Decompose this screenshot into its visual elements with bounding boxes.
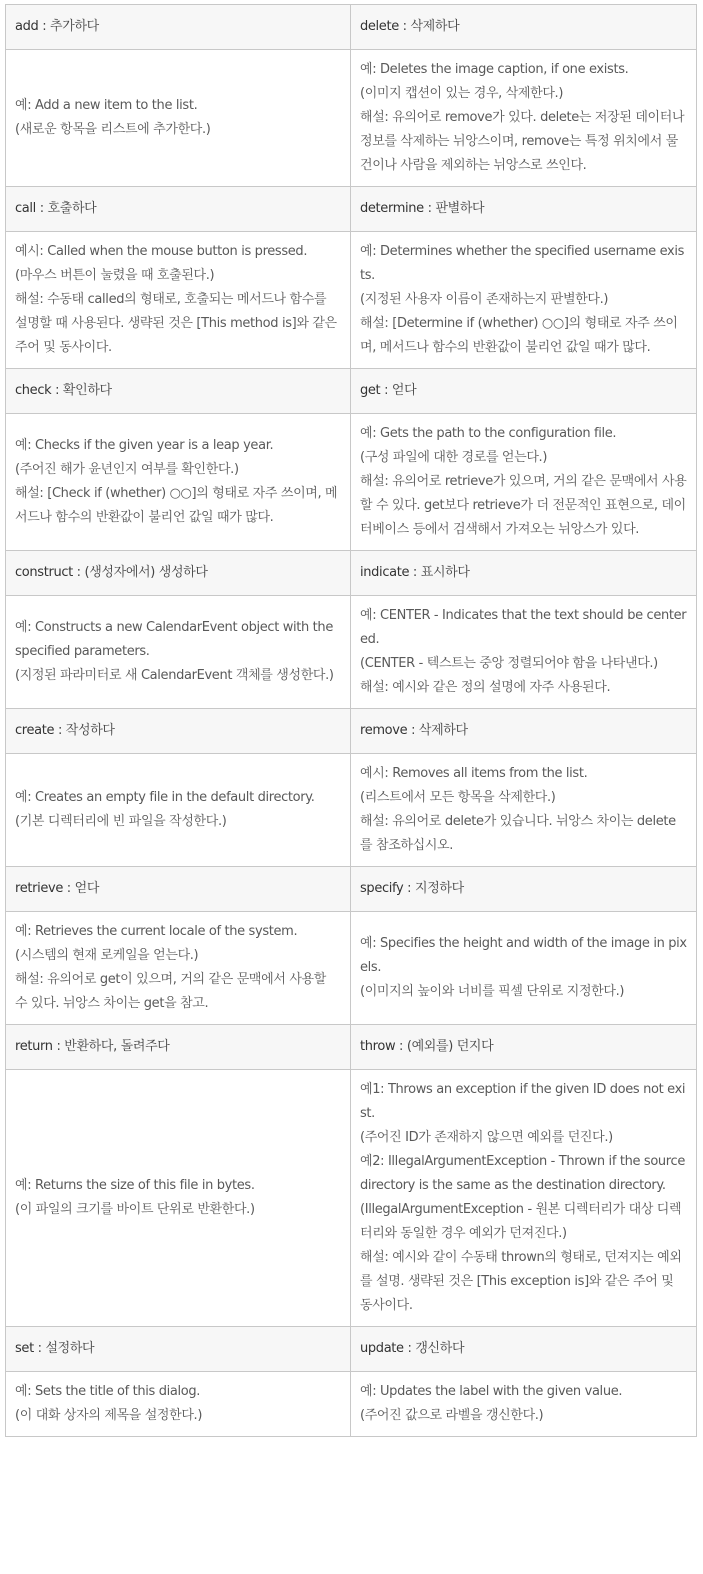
term-header-row [6, 187, 697, 232]
term-separator: : [52, 1039, 65, 1054]
example-line: 예: Determines whether the specified username exists. [360, 244, 685, 283]
term-header-cell [351, 369, 697, 414]
term-separator: : [407, 723, 419, 738]
term-header-row [6, 1327, 697, 1372]
term-header-cell [351, 1327, 697, 1372]
example-row [6, 1070, 697, 1327]
example-row [6, 1372, 697, 1437]
term-header-cell [6, 369, 351, 414]
example-line: (이 대화 상자의 제목을 설정한다.) [15, 1408, 203, 1423]
example-cell [6, 50, 351, 187]
example-row [6, 232, 697, 369]
term-meaning: 설정하다 [45, 1341, 95, 1356]
term-header-row [6, 709, 697, 754]
example-line: (구성 파일에 대한 경로를 얻는다.) [360, 450, 548, 465]
term-header-row [6, 5, 697, 50]
term-separator: : [33, 1341, 46, 1356]
example-row [6, 754, 697, 867]
term-separator: : [38, 19, 51, 34]
term-separator: : [398, 19, 411, 34]
term-separator: : [54, 723, 66, 738]
term-word: construct [15, 565, 73, 580]
term-meaning: 지정하다 [414, 881, 464, 896]
example-line: 해설: 수동태 called의 형태로, 호출되는 메서드나 함수를 설명할 때 사용된다. 생략된 것은 [This method is]와 같은 주어 및 동사이다. [15, 292, 337, 355]
example-cell [6, 1070, 351, 1327]
term-separator: : [423, 201, 436, 216]
term-header-cell [6, 1327, 351, 1372]
example-line: 예: Deletes the image caption, if one exists. [360, 62, 629, 77]
example-cell [351, 912, 697, 1025]
term-meaning: 표시하다 [420, 565, 470, 580]
term-header-cell [351, 187, 697, 232]
term-header-cell [351, 5, 697, 50]
term-header-cell [351, 867, 697, 912]
example-cell [351, 1372, 697, 1437]
term-header-cell [351, 709, 697, 754]
example-cell [6, 754, 351, 867]
example-line: 해설: 예시와 같이 수동태 thrown의 형태로, 던져지는 예외를 설명. 생략된 것은 [This exception is]와 같은 주어 및 동사이다. [360, 1250, 682, 1313]
term-word: call [15, 201, 36, 216]
term-word: return [15, 1039, 53, 1054]
term-word: indicate [360, 565, 410, 580]
example-line: (시스템의 현재 로케일을 얻는다.) [15, 948, 199, 963]
term-meaning: 작성하다 [65, 723, 115, 738]
example-line: 예1: Throws an exception if the given ID does not exist. [360, 1082, 686, 1121]
example-line: 예: Updates the label with the given value. [360, 1384, 623, 1399]
term-header-cell [6, 709, 351, 754]
example-line: (마우스 버튼이 눌렸을 때 호출된다.) [15, 268, 215, 283]
term-word: remove [360, 723, 408, 738]
term-meaning: 삭제하다 [418, 723, 468, 738]
example-cell [351, 50, 697, 187]
term-meaning: 판별하다 [435, 201, 485, 216]
term-separator: : [403, 1341, 416, 1356]
example-line: 예: Sets the title of this dialog. [15, 1384, 201, 1399]
example-line: 예시: Called when the mouse button is pressed. [15, 244, 308, 259]
term-header-row [6, 867, 697, 912]
example-line: 예: Checks if the given year is a leap year. [15, 438, 274, 453]
term-meaning: (예외를) 던지다 [406, 1039, 494, 1054]
term-header-row [6, 551, 697, 596]
example-cell [6, 1372, 351, 1437]
term-word: delete [360, 19, 399, 34]
example-line: 예: Retrieves the current locale of the system. [15, 924, 298, 939]
example-line: 해설: 유의어로 get이 있으며, 거의 같은 문맥에서 사용할 수 있다. 뉘앙스 차이는 get을 참고. [15, 972, 326, 1011]
example-line: (주어진 ID가 존재하지 않으면 예외를 던진다.) [360, 1130, 613, 1145]
term-separator: : [63, 881, 75, 896]
example-cell [6, 912, 351, 1025]
example-line: 예: CENTER - Indicates that the text should be centered. [360, 608, 687, 647]
example-line: 해설: 예시와 같은 정의 설명에 자주 사용된다. [360, 680, 611, 695]
term-meaning: 삭제하다 [410, 19, 460, 34]
example-cell [351, 232, 697, 369]
example-line: 해설: [Check if (whether) ○○]의 형태로 자주 쓰이며, 메서드나 함수의 반환값이 불리언 값일 때가 많다. [15, 486, 338, 525]
example-cell [351, 754, 697, 867]
example-row [6, 414, 697, 551]
term-header-cell [6, 187, 351, 232]
example-line: (지정된 사용자 이름이 존재하는지 판별한다.) [360, 292, 609, 307]
example-line: (이미지 캡션이 있는 경우, 삭제한다.) [360, 86, 564, 101]
term-word: add [15, 19, 39, 34]
example-row [6, 912, 697, 1025]
term-meaning: 추가하다 [50, 19, 99, 34]
term-separator: : [409, 565, 421, 580]
example-line: (새로운 항목을 리스트에 추가한다.) [15, 122, 211, 137]
example-line: 해설: [Determine if (whether) ○○]의 형태로 자주 쓰이며, 메서드나 함수의 반환값이 불리언 값일 때가 많다. [360, 316, 678, 355]
example-line: 해설: 유의어로 remove가 있다. delete는 저장된 데이터나 정보를 삭제하는 뉘앙스이며, remove는 특정 위치에서 물건이나 사람을 제외하는 뉘앙스로 쓰인다. [360, 110, 685, 173]
example-line: 해설: 유의어로 retrieve가 있으며, 거의 같은 문맥에서 사용할 수 있다. get보다 retrieve가 더 전문적인 표현으로, 데이터베이스 등에서 검색해서 가져오는 뉘앙스가 있다. [360, 474, 687, 537]
example-cell [6, 232, 351, 369]
term-meaning: 얻다 [391, 383, 417, 398]
vocabulary-table [5, 4, 697, 1437]
example-row [6, 50, 697, 187]
term-word: update [360, 1341, 404, 1356]
example-line: 예: Specifies the height and width of the image in pixels. [360, 936, 687, 975]
term-header-row [6, 1025, 697, 1070]
term-word: create [15, 723, 55, 738]
term-separator: : [72, 565, 85, 580]
example-line: 예2: IllegalArgumentException - Thrown if the source directory is the same as the destination directory. [360, 1154, 685, 1193]
term-header-cell [6, 5, 351, 50]
example-line: 예: Constructs a new CalendarEvent object with the specified parameters. [15, 620, 333, 659]
term-header-row [6, 369, 697, 414]
term-meaning: 확인하다 [62, 383, 112, 398]
example-cell [6, 414, 351, 551]
example-line: 해설: 유의어로 delete가 있습니다. 뉘앙스 차이는 delete를 참조하십시오. [360, 814, 676, 853]
term-separator: : [403, 881, 415, 896]
example-line: (주어진 해가 윤년인지 여부를 확인한다.) [15, 462, 239, 477]
term-word: throw [360, 1039, 396, 1054]
example-line: (CENTER - 텍스트는 중앙 정렬되어야 함을 나타낸다.) [360, 656, 658, 671]
term-word: set [15, 1341, 34, 1356]
term-separator: : [35, 201, 48, 216]
term-header-cell [6, 1025, 351, 1070]
term-meaning: 얻다 [74, 881, 100, 896]
term-word: determine [360, 201, 424, 216]
term-separator: : [395, 1039, 407, 1054]
term-meaning: 반환하다, 돌려주다 [64, 1039, 170, 1054]
term-separator: : [380, 383, 392, 398]
example-cell [351, 414, 697, 551]
example-line: (기본 디렉터리에 빈 파일을 작성한다.) [15, 814, 227, 829]
example-line: 예시: Removes all items from the list. [360, 766, 588, 781]
example-line: 예: Returns the size of this file in bytes. [15, 1178, 255, 1193]
example-row [6, 596, 697, 709]
example-line: (이미지의 높이와 너비를 픽셀 단위로 지정한다.) [360, 984, 625, 999]
example-line: 예: Creates an empty file in the default directory. [15, 790, 315, 805]
term-header-cell [6, 551, 351, 596]
term-meaning: 갱신하다 [415, 1341, 465, 1356]
term-separator: : [51, 383, 63, 398]
term-word: specify [360, 881, 404, 896]
example-cell [6, 596, 351, 709]
term-header-cell [351, 1025, 697, 1070]
example-line: (IllegalArgumentException - 원본 디렉터리가 대상 디렉터리와 동일한 경우 예외가 던져진다.) [360, 1202, 682, 1241]
term-meaning: (생성자에서) 생성하다 [84, 565, 208, 580]
example-line: (리스트에서 모든 항목을 삭제한다.) [360, 790, 556, 805]
example-line: (지정된 파라미터로 새 CalendarEvent 객체를 생성한다.) [15, 668, 334, 683]
example-cell [351, 1070, 697, 1327]
example-line: (주어진 값으로 라벨을 갱신한다.) [360, 1408, 544, 1423]
term-word: check [15, 383, 52, 398]
example-line: (이 파일의 크기를 바이트 단위로 반환한다.) [15, 1202, 255, 1217]
example-line: 예: Gets the path to the configuration file. [360, 426, 617, 441]
example-line: 예: Add a new item to the list. [15, 98, 198, 113]
term-header-cell [351, 551, 697, 596]
term-meaning: 호출하다 [47, 201, 97, 216]
term-word: get [360, 383, 381, 398]
term-word: retrieve [15, 881, 64, 896]
term-header-cell [6, 867, 351, 912]
vocabulary-table-body [6, 5, 697, 1437]
example-cell [351, 596, 697, 709]
